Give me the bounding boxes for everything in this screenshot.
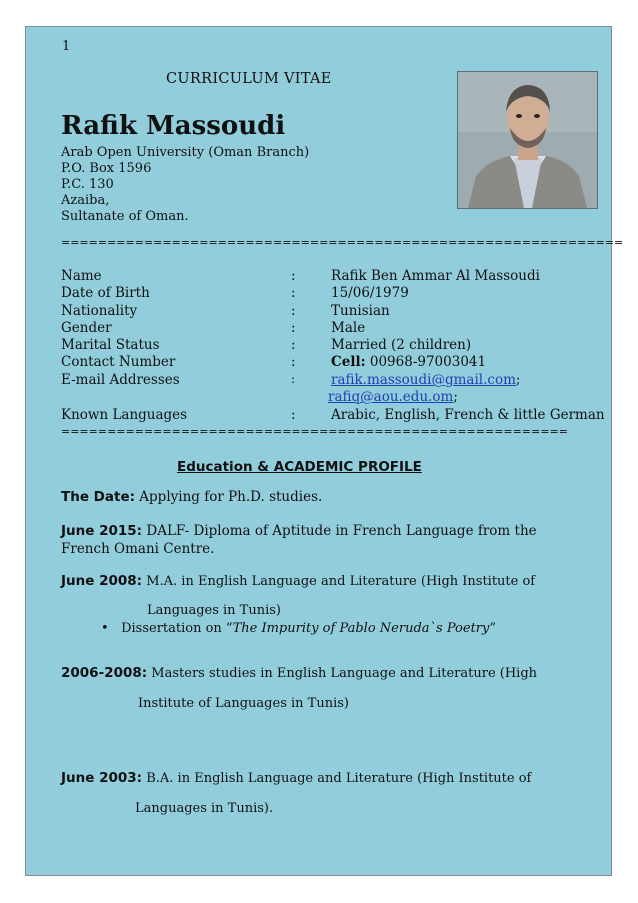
- value-languages: Arabic, English, French & little German: [331, 407, 605, 423]
- value-email-2: [328, 389, 458, 405]
- entry-text: DALF- Diploma of Aptitude in French Language from the: [142, 523, 537, 539]
- entry-masters: [61, 665, 537, 681]
- cell-prefix: Cell:: [331, 354, 366, 370]
- entry-date-label: 2006-2008:: [61, 665, 148, 681]
- label-nationality: Nationality: [61, 303, 138, 319]
- entry-ma-cont: Languages in Tunis): [147, 603, 281, 618]
- divider-rule: =======================================================: [61, 425, 568, 438]
- value-nationality: Tunisian: [331, 303, 390, 319]
- bullet-pre: Dissertation on “: [121, 621, 233, 636]
- label-email: E-mail Addresses: [61, 372, 180, 388]
- entry-date-label: June 2008:: [61, 573, 143, 589]
- entry-text: Masters studies in English Language and Literature (High: [147, 666, 538, 681]
- dissertation-title: The Impurity of Pablo Neruda`s Poetry: [232, 621, 490, 636]
- value-dob: 15/06/1979: [331, 285, 409, 301]
- cell-number: 00968-97003041: [365, 354, 487, 370]
- email-link-aou[interactable]: rafiq@aou.edu.om: [328, 389, 454, 405]
- colon: :: [291, 407, 296, 423]
- label-name: Name: [61, 268, 102, 284]
- colon: :: [291, 303, 296, 319]
- divider-rule: =============================================================: [61, 236, 624, 249]
- portrait-image: [458, 72, 597, 208]
- value-marital-status: Married (2 children): [331, 337, 472, 353]
- entry-applying: [61, 489, 322, 505]
- value-name: Rafik Ben Ammar Al Massoudi: [331, 268, 540, 284]
- entry-dalf-cont: French Omani Centre.: [61, 541, 215, 557]
- label-gender: Gender: [61, 320, 112, 336]
- page-number: 1: [62, 39, 71, 54]
- entry-masters-cont: Institute of Languages in Tunis): [138, 696, 349, 711]
- colon: :: [291, 320, 296, 336]
- label-dob: Date of Birth: [61, 285, 150, 301]
- address-line: Azaiba,: [61, 193, 110, 208]
- entry-ma: [61, 573, 535, 589]
- person-name: Rafik Massoudi: [61, 111, 286, 141]
- entry-text: M.A. in English Language and Literature (High Institute of: [142, 574, 536, 589]
- separator: ;: [515, 372, 521, 388]
- entry-date-label: June 2015:: [61, 523, 143, 539]
- profile-photo: [457, 71, 598, 209]
- colon: :: [291, 268, 296, 284]
- address-line: Arab Open University (Oman Branch): [61, 145, 310, 160]
- entry-text: B.A. in English Language and Literature (High Institute of: [142, 771, 532, 786]
- entry-ba: [61, 770, 531, 786]
- colon: :: [291, 354, 296, 370]
- label-contact-number: Contact Number: [61, 354, 176, 370]
- colon: :: [291, 285, 296, 301]
- value-email-1: [331, 372, 520, 388]
- value-contact-number: [331, 354, 486, 370]
- cv-page: [25, 26, 624, 876]
- separator: ;: [453, 389, 458, 405]
- label-marital-status: Marital Status: [61, 337, 160, 353]
- entry-date-label: The Date:: [61, 489, 135, 505]
- dissertation-bullet: [101, 621, 496, 636]
- address-line: P.C. 130: [61, 177, 114, 192]
- document-title: CURRICULUM VITAE: [166, 71, 332, 87]
- address-line: Sultanate of Oman.: [61, 209, 189, 224]
- bullet-post: ”: [489, 621, 497, 636]
- entry-dalf: [61, 523, 537, 539]
- label-languages: Known Languages: [61, 407, 188, 423]
- entry-date-label: June 2003:: [61, 770, 143, 786]
- email-link-gmail[interactable]: rafik.massoudi@gmail.com: [331, 372, 516, 388]
- entry-ba-cont: Languages in Tunis).: [135, 801, 274, 816]
- bullet-icon: •: [101, 621, 122, 636]
- entry-text: Applying for Ph.D. studies.: [135, 489, 323, 505]
- colon: :: [291, 372, 296, 386]
- address-line: P.O. Box 1596: [61, 161, 152, 176]
- value-gender: Male: [331, 320, 366, 336]
- education-heading: Education & ACADEMIC PROFILE: [177, 459, 422, 475]
- colon: :: [291, 337, 296, 353]
